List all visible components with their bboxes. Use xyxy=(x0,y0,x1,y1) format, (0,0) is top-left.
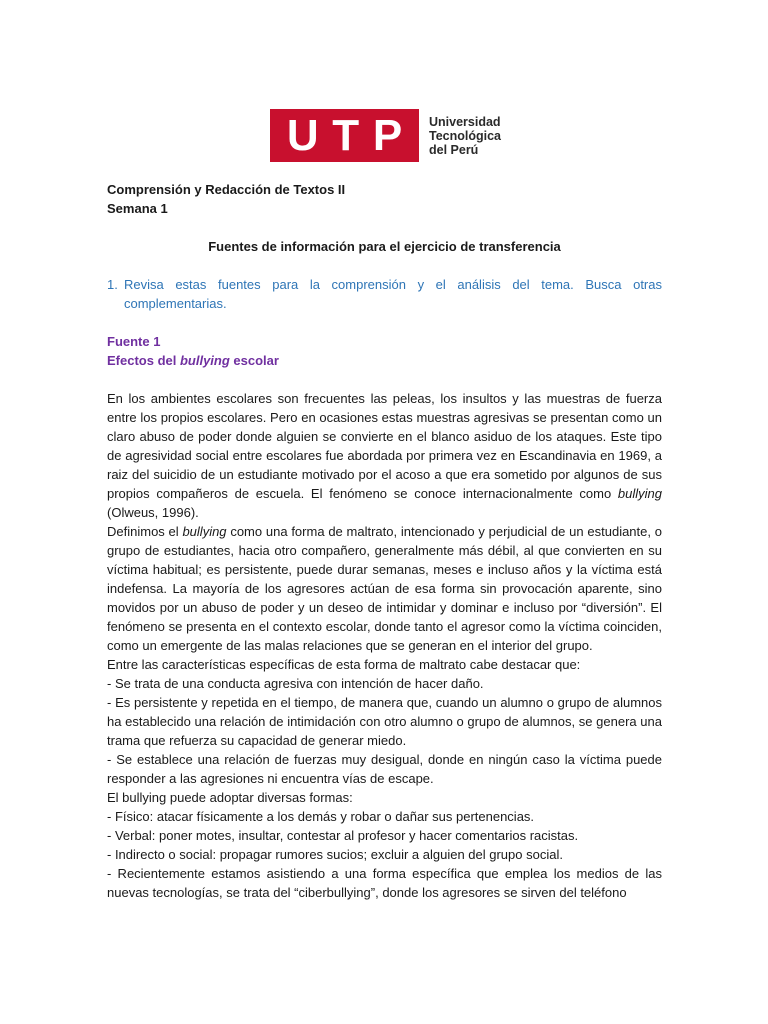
document-content xyxy=(107,180,662,902)
course-title: Comprensión y Redacción de Textos II xyxy=(107,182,346,197)
instruction-text: Revisa estas fuentes para la comprensión y el análisis del tema. Busca otras complementarias. xyxy=(124,277,662,311)
source-title: Efectos del bullying escolar xyxy=(107,353,279,368)
logo-line-2: Tecnológica xyxy=(429,128,502,143)
list-item: - Se trata de una conducta agresiva con intención de hacer daño. xyxy=(107,676,484,691)
utp-logo-box xyxy=(270,109,419,162)
list-item: - Verbal: poner motes, insultar, contestar al profesor y hacer comentarios racistas. xyxy=(107,828,579,843)
logo-line-3: del Perú xyxy=(429,142,479,157)
logo-letter-p: P xyxy=(372,111,403,160)
paragraph-definition: Definimos el bullying como una forma de maltrato, intencionado y perjudicial de un estudiante, o grupo de estudiantes, hacia otro compañero, generalmente más débil, al que convierten en su víctima habitual; es persistente, puede durar semanas, meses e incluso años y la víctima está indefensa. La mayoría de los agresores actúan de esa forma sin provocación aparente, sino movidos por un abuso de poder y un deseo de intimidar y dominar e incluso por “diversión”. El fenómeno se presenta en el contexto escolar, donde tanto el agresor como la víctima coinciden, como un emergente de las malas relaciones que se generan en el interior del grupo. xyxy=(107,524,662,653)
paragraph-intro: En los ambientes escolares son frecuentes las peleas, los insultos y las muestras de fuerza entre los propios escolares. Pero en ocasiones estas muestras agresivas se presentan como un claro abuso de poder donde alguien se convierte en el blanco asiduo de los ataques. Este tipo de agresividad social entre escolares fue abordada por primera vez en Escandinavia en 1969, a raiz del suicidio de un estudiante motivado por el acoso a que era sometido por algunos de sus propios compañeros de escuela. El fenómeno se conoce internacionalmente como bullying (Olweus, 1996). xyxy=(107,391,662,520)
source-label: Fuente 1 xyxy=(107,334,161,349)
paragraph-forms: El bullying puede adoptar diversas formas: xyxy=(107,790,353,805)
week-label: Semana 1 xyxy=(107,201,168,216)
logo-letter-u: U xyxy=(286,111,319,160)
logo-line-1: Universidad xyxy=(429,114,501,129)
list-item: - Recientemente estamos asistiendo a una forma específica que emplea los medios de las nuevas tecnologías, se trata del “ciberbullying”, donde los agresores se sirven del teléfono xyxy=(107,866,662,900)
list-item: - Es persistente y repetida en el tiempo, de manera que, cuando un alumno o grupo de alumnos ha establecido una relación de intimidación con otro alumno o grupo de alumnos, se genera una trama que refuerza su capacidad de generar miedo. xyxy=(107,695,662,748)
logo-wordmark xyxy=(429,115,509,157)
logo-letter-t: T xyxy=(332,111,360,160)
list-item: - Indirecto o social: propagar rumores sucios; excluir a alguien del grupo social. xyxy=(107,847,563,862)
list-item: - Se establece una relación de fuerzas muy desigual, donde en ningún caso la víctima puede responder a las agresiones ni encuentra vías de escape. xyxy=(107,752,662,786)
paragraph-characteristics: Entre las características específicas de esta forma de maltrato cabe destacar que: xyxy=(107,657,581,672)
document-title: Fuentes de información para el ejercicio de transferencia xyxy=(208,239,561,254)
instruction-item xyxy=(107,275,662,313)
instruction-number: 1. xyxy=(107,277,118,292)
list-item: - Físico: atacar físicamente a los demás y robar o dañar sus pertenencias. xyxy=(107,809,535,824)
utp-logo xyxy=(270,109,509,162)
